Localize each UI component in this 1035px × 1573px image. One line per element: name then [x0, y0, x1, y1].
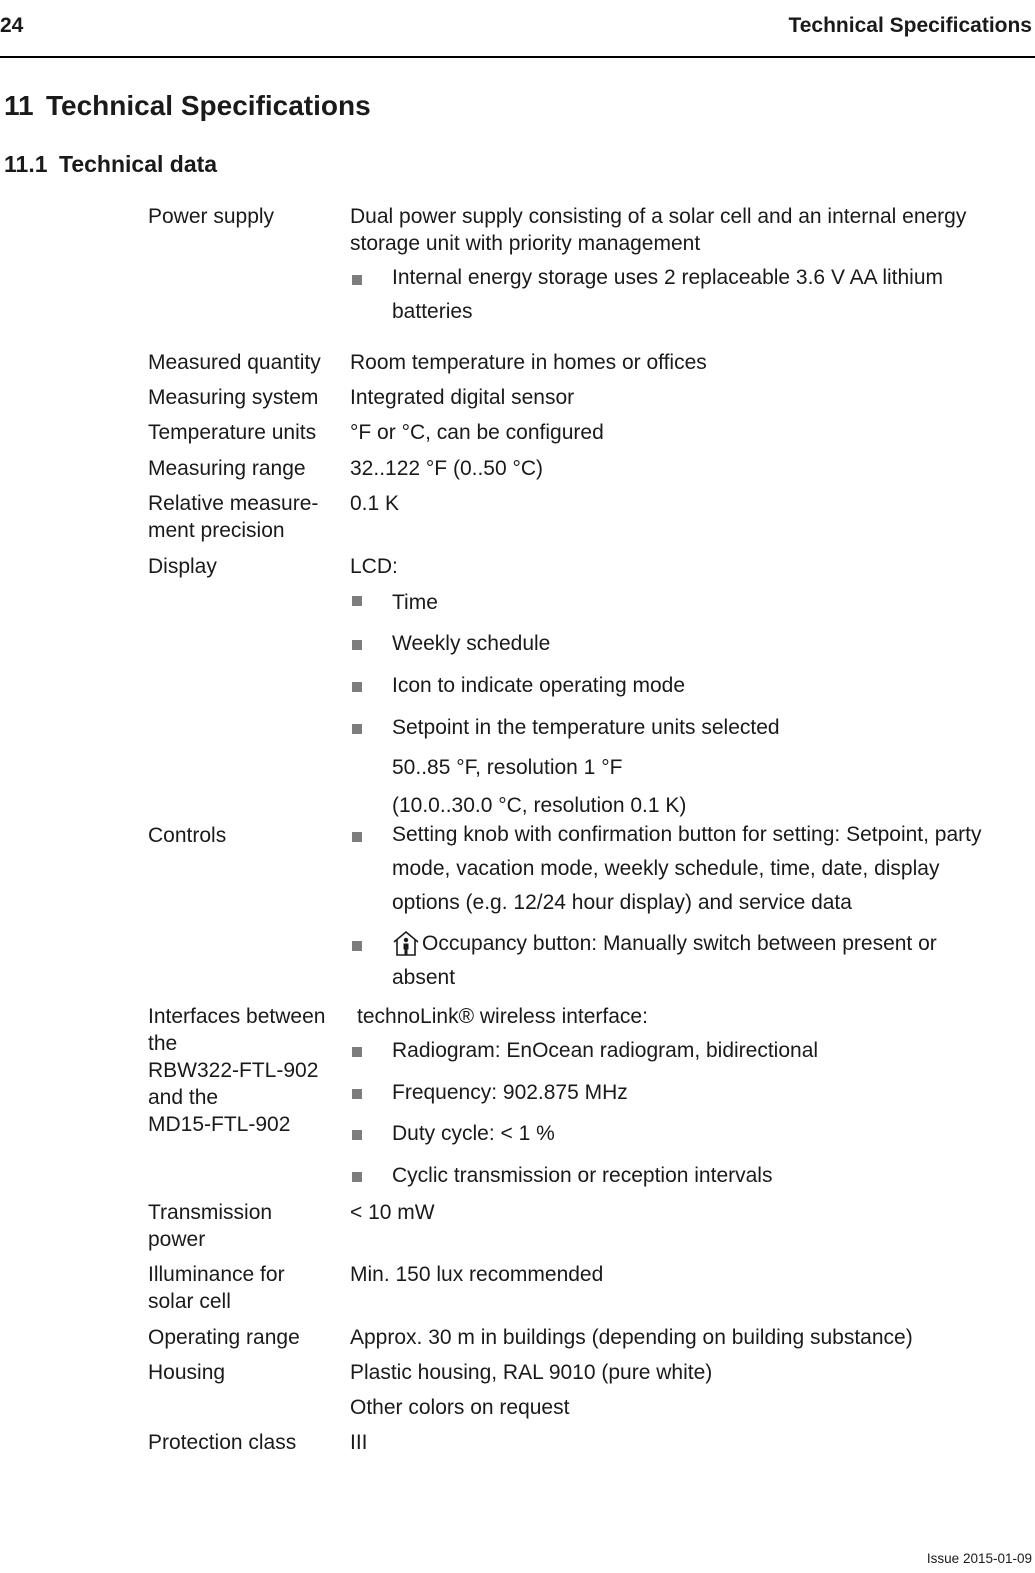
bullet-text: Duty cycle: < 1 %: [392, 1122, 555, 1145]
bullet-subline: 50..85 °F, resolution 1 °F: [392, 756, 623, 779]
bullet-text: Occupancy button: Manually switch between present or: [422, 932, 937, 955]
section-heading: [4, 90, 371, 122]
bullet-text: Setpoint in the temperature units selected: [392, 716, 780, 739]
bullet-text: options (e.g. 12/24 hour display) and service data: [392, 891, 852, 914]
subsection-heading: [4, 151, 217, 178]
list-item: [350, 623, 1032, 665]
spec-text: storage unit with priority management: [350, 232, 701, 255]
spec-value: 0.1 K: [350, 492, 400, 515]
bullet-text: absent: [392, 966, 456, 989]
spec-label: Measured quantity: [148, 351, 321, 374]
bullet-text: mode, vacation mode, weekly schedule, time, date, display: [392, 857, 940, 880]
bullet-square-icon: [352, 1172, 362, 1182]
running-header-title: Technical Specifications: [788, 14, 1032, 37]
section-number: 11: [4, 90, 34, 121]
spec-label: Measuring system: [148, 386, 319, 409]
occupancy-house-icon: [392, 930, 420, 956]
bullet-square-icon: [352, 1130, 362, 1140]
spec-value: [350, 553, 1032, 822]
spec-value: Room temperature in homes or offices: [350, 351, 707, 374]
spec-value: < 10 mW: [350, 1201, 435, 1224]
technical-data-table: [148, 203, 1032, 1464]
header-divider: [0, 56, 1035, 58]
bullet-subline: (10.0..30.0 °C, resolution 0.1 K): [392, 794, 687, 817]
spec-text: LCD:: [350, 555, 398, 578]
spec-label: Measuring range: [148, 457, 306, 480]
spec-label-line: MD15-FTL-902: [148, 1113, 291, 1136]
spec-label-line: RBW322-FTL-902: [148, 1059, 319, 1082]
bullet-square-icon: [352, 682, 362, 692]
list-item: [350, 261, 1032, 329]
spec-row-measuring-system: [148, 384, 1032, 419]
spec-label-line: power: [148, 1228, 206, 1251]
spec-label-line: ment precision: [148, 519, 285, 542]
spec-label: Housing: [148, 1361, 226, 1384]
list-item: [350, 1113, 1032, 1155]
spec-text: technoLink® wireless interface:: [357, 1005, 648, 1028]
spec-text: Plastic housing, RAL 9010 (pure white): [350, 1361, 713, 1384]
spec-label: [148, 490, 350, 553]
spec-text: Other colors on request: [350, 1396, 570, 1419]
list-item: [350, 1072, 1032, 1113]
bullet-square-icon: [352, 724, 362, 734]
list-item: [350, 1030, 1032, 1072]
bullet-square-icon: [352, 1047, 362, 1057]
bullet-text: batteries: [392, 300, 473, 323]
bullet-text: Weekly schedule: [392, 632, 551, 655]
spec-label: Controls: [148, 824, 227, 847]
spec-row-operating-range: [148, 1324, 1032, 1359]
spec-label: Protection class: [148, 1431, 297, 1454]
bullet-square-icon: [352, 941, 362, 951]
spec-label-line: solar cell: [148, 1290, 231, 1313]
spec-label-line: Transmission: [148, 1201, 273, 1224]
spec-value: 32..122 °F (0..50 °C): [350, 457, 544, 480]
bullet-text: Time: [392, 591, 438, 614]
list-item: [350, 582, 1032, 623]
spec-value: Min. 150 lux recommended: [350, 1263, 604, 1286]
spec-row-interfaces: [148, 1003, 1032, 1199]
list-item: [350, 665, 1032, 707]
spec-label-line: Relative measure-: [148, 492, 319, 515]
spec-label: [148, 1261, 350, 1324]
spec-row-relative-precision: [148, 490, 1032, 553]
subsection-title: Technical data: [59, 151, 218, 177]
bullet-square-icon: [352, 832, 362, 842]
list-item: [350, 707, 1032, 749]
spec-value: [350, 822, 1032, 1003]
bullet-text: Frequency: 902.875 MHz: [392, 1081, 628, 1104]
spec-label: [148, 1199, 350, 1261]
spec-label: Display: [148, 555, 217, 578]
spec-label-line: and the: [148, 1086, 219, 1109]
bullet-text-line: [392, 927, 1032, 961]
bullet-square-icon: [352, 640, 362, 650]
list-item: [350, 1155, 1032, 1197]
spec-row-housing: [148, 1359, 1032, 1429]
bullet-text: Radiogram: EnOcean radiogram, bidirectional: [392, 1039, 819, 1062]
spec-value: Integrated digital sensor: [350, 386, 575, 409]
bullet-text: Internal energy storage uses 2 replaceable 3.6 V AA lithium: [392, 266, 944, 289]
bullet-square-icon: [352, 275, 362, 285]
spec-row-protection-class: [148, 1429, 1032, 1464]
spec-value: Approx. 30 m in buildings (depending on building substance): [350, 1326, 913, 1349]
page-number: 24: [0, 14, 24, 37]
spec-value: [350, 1359, 1032, 1429]
spec-row-transmission-power: [148, 1199, 1032, 1261]
spec-label-line: Illuminance for: [148, 1263, 285, 1286]
bullet-text: Cyclic transmission or reception intervals: [392, 1164, 773, 1187]
list-item: [350, 818, 1032, 920]
spec-row-controls: [148, 822, 1032, 1003]
spec-row-power-supply: [148, 203, 1032, 349]
spec-label: Operating range: [148, 1326, 300, 1349]
spec-row-measured-quantity: [148, 349, 1032, 384]
list-item: [350, 927, 1032, 995]
spec-label: Temperature units: [148, 421, 317, 444]
spec-text: Dual power supply consisting of a solar cell and an internal energy: [350, 205, 967, 228]
spec-label-line: Interfaces between: [148, 1005, 326, 1028]
subsection-number: 11.1: [4, 151, 48, 177]
spec-label: [148, 1003, 350, 1199]
section-title: Technical Specifications: [46, 90, 371, 121]
spec-row-measuring-range: [148, 455, 1032, 490]
bullet-text: Icon to indicate operating mode: [392, 674, 686, 697]
spec-value: [350, 203, 1032, 349]
spec-value: III: [350, 1431, 368, 1454]
spec-row-temperature-units: [148, 419, 1032, 455]
bullet-text: Setting knob with confirmation button for setting: Setpoint, party: [392, 823, 982, 846]
spec-label-line: the: [148, 1032, 178, 1055]
footer-issue-date: Issue 2015-01-09: [926, 1551, 1032, 1566]
spec-label: Power supply: [148, 205, 275, 228]
spec-row-display: [148, 553, 1032, 822]
spec-value: [350, 1003, 1032, 1199]
spec-value: °F or °C, can be configured: [350, 421, 604, 444]
bullet-square-icon: [352, 1089, 362, 1099]
bullet-square-icon: [352, 596, 362, 606]
spec-row-illuminance: [148, 1261, 1032, 1324]
